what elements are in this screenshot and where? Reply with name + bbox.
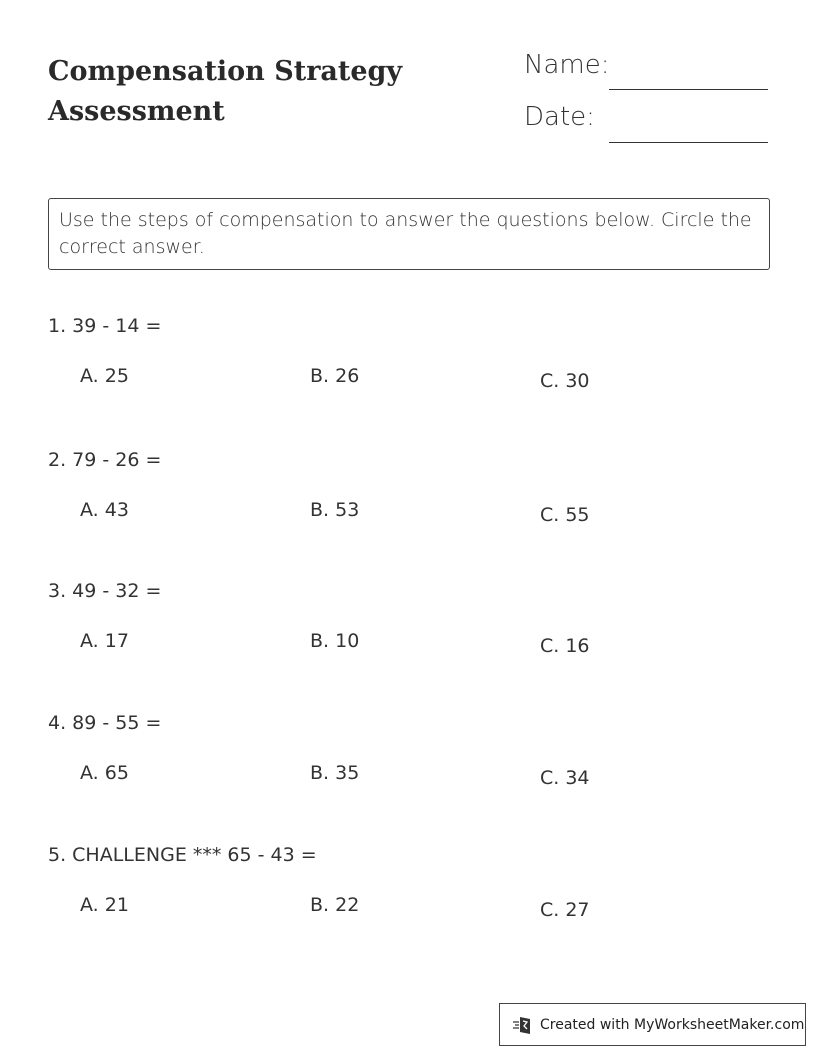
question-1: 1. 39 - 14 = [48,315,162,337]
question-2-option-b[interactable]: B. 53 [310,499,360,521]
date-line[interactable] [609,142,768,143]
question-5: 5. CHALLENGE *** 65 - 43 = [48,844,317,866]
date-label: Date: [524,102,595,132]
question-4-option-a[interactable]: A. 65 [80,762,129,784]
footer-badge[interactable] [499,1003,806,1046]
question-4-option-b[interactable]: B. 35 [310,762,360,784]
worksheet-maker-logo-icon [512,1014,534,1036]
question-3-option-a[interactable]: A. 17 [80,630,129,652]
question-3-option-b[interactable]: B. 10 [310,630,360,652]
question-1-option-c[interactable]: C. 30 [540,370,590,392]
question-3: 3. 49 - 32 = [48,580,162,602]
question-5-option-c[interactable]: C. 27 [540,899,590,921]
question-2: 2. 79 - 26 = [48,449,162,471]
title-line-1: Compensation Strategy [48,56,403,87]
question-5-option-a[interactable]: A. 21 [80,894,129,916]
question-4: 4. 89 - 55 = [48,712,162,734]
question-3-option-c[interactable]: C. 16 [540,635,590,657]
name-label: Name: [524,50,610,80]
title-line-2: Assessment [48,96,225,127]
question-2-option-c[interactable]: C. 55 [540,504,590,526]
question-2-option-a[interactable]: A. 43 [80,499,129,521]
worksheet-title [48,52,402,132]
footer-text: Created with MyWorksheetMaker.com [540,1016,805,1033]
instructions-box: Use the steps of compensation to answer the questions below. Circle the correct answer. [48,198,770,270]
question-1-option-a[interactable]: A. 25 [80,365,129,387]
question-4-option-c[interactable]: C. 34 [540,767,590,789]
question-5-option-b[interactable]: B. 22 [310,894,360,916]
name-line[interactable] [609,89,768,90]
question-1-option-b[interactable]: B. 26 [310,365,360,387]
